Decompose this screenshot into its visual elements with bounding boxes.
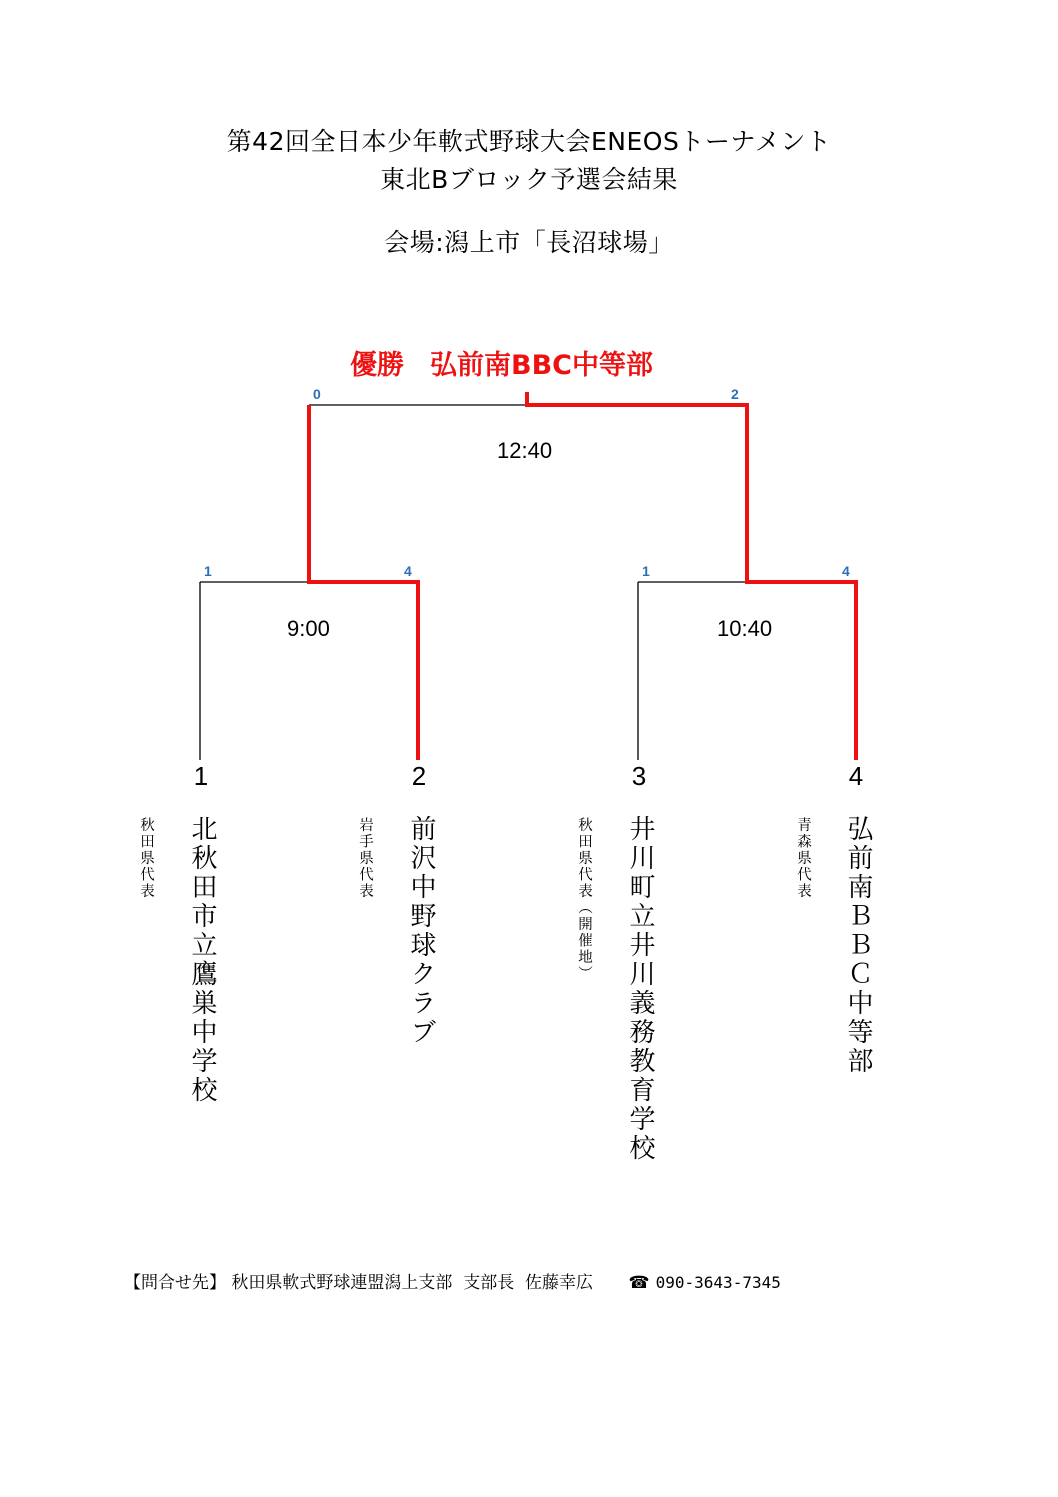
contact-organization: 秋田県軟式野球連盟潟上支部 — [231, 1273, 453, 1293]
contact-person: 佐藤幸広 — [525, 1273, 594, 1293]
prefecture-label: 秋田県代表 — [138, 817, 154, 900]
semi2-left-score: 1 — [642, 563, 650, 579]
team2-winner-line — [309, 405, 418, 760]
final-left-score: 0 — [313, 386, 321, 402]
seed-number: 4 — [848, 761, 864, 791]
venue-label: 会場:潟上市「長沼球場」 — [384, 228, 674, 257]
prefecture-label: 青森県代表 — [795, 817, 811, 900]
tournament-title: 第42回全日本少年軟式野球大会ENEOSトーナメント — [226, 127, 832, 156]
champion-team: 弘前南BBC中等部 — [430, 350, 653, 381]
contact-label: 【問合せ先】 — [124, 1273, 226, 1293]
phone-icon: ☎ — [628, 1273, 650, 1293]
winner-lines — [309, 392, 856, 760]
team-name: 井川町立井川義務教育学校 — [625, 815, 655, 1163]
contact-phone: 090-3643-7345 — [655, 1273, 781, 1292]
semi1-left-score: 1 — [204, 563, 212, 579]
semi1-right-score: 4 — [404, 563, 412, 579]
contact-footer — [124, 1268, 781, 1293]
seed-number: 1 — [193, 761, 209, 791]
final-right-score: 2 — [731, 386, 739, 402]
champion-label: 優勝 — [350, 350, 404, 381]
team-name: 前沢中野球クラブ — [406, 815, 436, 1047]
seed-number: 2 — [411, 761, 427, 791]
seed-number: 3 — [631, 761, 647, 791]
team-name: 北秋田市立鷹巣中学校 — [187, 815, 217, 1105]
final-time: 12:40 — [497, 438, 553, 463]
contact-role: 支部長 — [463, 1273, 515, 1293]
prefecture-label: 岩手県代表 — [357, 817, 373, 900]
block-subtitle: 東北Bブロック予選会結果 — [380, 165, 678, 194]
semi1-time: 9:00 — [287, 616, 330, 641]
semi2-right-score: 4 — [842, 563, 850, 579]
team-name: 弘前南ＢＢＣ中等部 — [843, 815, 873, 1076]
bracket-lines — [200, 405, 747, 760]
team4-winner-line — [527, 392, 856, 760]
semi2-time: 10:40 — [717, 616, 773, 641]
prefecture-label: 秋田県代表（開催地） — [576, 817, 592, 982]
